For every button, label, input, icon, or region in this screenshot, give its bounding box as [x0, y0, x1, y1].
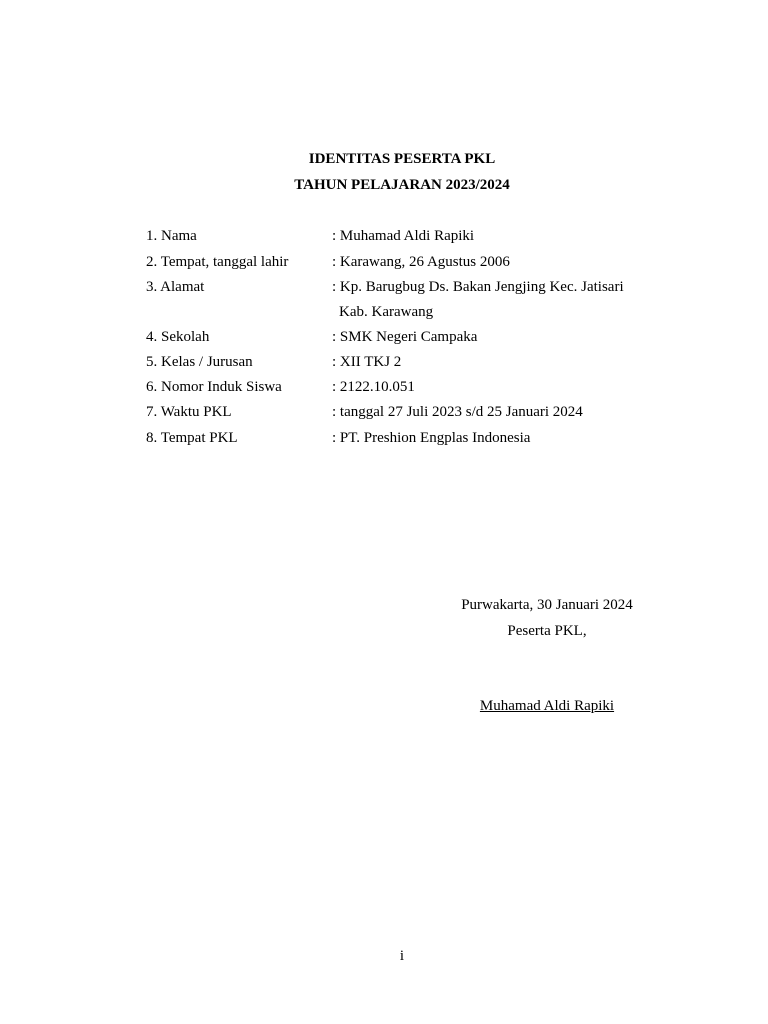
identity-label: 7. Waktu PKL [146, 404, 232, 420]
page-number: i [399, 948, 405, 964]
document-title: IDENTITAS PESERTA PKL [308, 151, 496, 167]
document-subtitle: TAHUN PELAJARAN 2023/2024 [294, 177, 510, 193]
identity-label: 5. Kelas / Jurusan [146, 354, 253, 370]
identity-label: 6. Nomor Induk Siswa [146, 379, 282, 395]
identity-label: 1. Nama [146, 228, 197, 244]
identity-label: 4. Sekolah [146, 329, 210, 345]
identity-value: : 2122.10.051 [332, 379, 415, 395]
signature-place-date: Purwakarta, 30 Januari 2024 [461, 597, 633, 613]
identity-label: 2. Tempat, tanggal lahir [146, 254, 289, 270]
address-continuation: Kab. Karawang [339, 304, 434, 320]
identity-value: : Karawang, 26 Agustus 2006 [332, 254, 510, 270]
identity-value: : tanggal 27 Juli 2023 s/d 25 Januari 2024 [332, 404, 583, 420]
signature-name: Muhamad Aldi Rapiki [479, 698, 615, 714]
identity-value: : SMK Negeri Campaka [332, 329, 478, 345]
identity-value: : XII TKJ 2 [332, 354, 402, 370]
identity-value: : PT. Preshion Engplas Indonesia [332, 430, 531, 446]
identity-value: : Kp. Barugbug Ds. Bakan Jengjing Kec. Jatisari [332, 279, 624, 295]
identity-label: 3. Alamat [146, 279, 205, 295]
identity-label: 8. Tempat PKL [146, 430, 238, 446]
signature-role: Peserta PKL, [507, 623, 587, 639]
identity-value: : Muhamad Aldi Rapiki [332, 228, 475, 244]
